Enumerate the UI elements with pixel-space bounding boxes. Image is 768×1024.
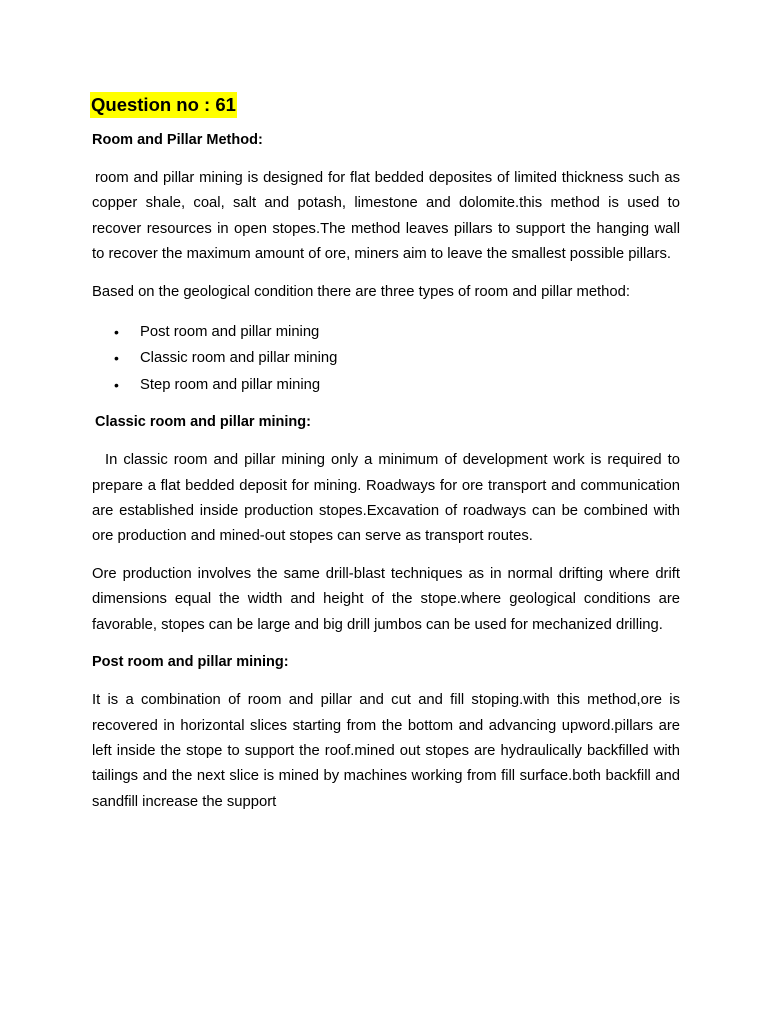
list-item: [114, 372, 680, 398]
bullet-icon: •: [114, 350, 119, 367]
paragraph-types-intro: Based on the geological condition there are three types of room and pillar method:: [92, 283, 630, 300]
list-item: [114, 345, 680, 371]
list-item-label: Classic room and pillar mining: [140, 350, 338, 367]
section-heading-post: Post room and pillar mining:: [92, 654, 289, 671]
paragraph-classic-2: Ore production involves the same drill-blast techniques as in normal drifting where drift dimensions equal the width and height of the stope.where geological conditions are favorable, stopes can be large and big drill jumbos can be used for mechanized drilling.: [92, 565, 680, 633]
list-item-label: Post room and pillar mining: [140, 324, 320, 341]
list-item-label: Step room and pillar mining: [140, 376, 321, 393]
bullet-icon: •: [114, 324, 119, 341]
list-item: [114, 319, 680, 345]
paragraph-post-1: It is a combination of room and pillar and cut and fill stoping.with this method,ore is recovered in horizontal slices starting from the bottom and advancing upword.pillars are left inside the stope to support the roof.mined out stopes are hydraulically backfilled with tailings and the next slice is mined by machines working from fill surface.both backfill and sandfill increase the support: [92, 692, 680, 810]
paragraph-room-and-pillar-intro: room and pillar mining is designed for flat bedded deposites of limited thickness such as copper shale, coal, salt and potash, limestone and dolomite.this method is used to recover resources in open stopes.The method leaves pillars to support the hanging wall to recover the maximum amount of ore, miners aim to leave the smallest possible pillars.: [92, 170, 680, 263]
section-heading-room-and-pillar: Room and Pillar Method:: [92, 132, 263, 148]
section-heading-classic: Classic room and pillar mining:: [95, 414, 311, 431]
bullet-icon: •: [114, 376, 119, 393]
question-title: Question no : 61: [90, 92, 237, 118]
paragraph-classic-1: In classic room and pillar mining only a minimum of development work is required to prepare a flat bedded deposit for mining. Roadways for ore transport and communication are established inside production stopes.Excavation of roadways can be combined with ore production and mined-out stopes can serve as transport routes.: [92, 452, 680, 545]
types-list: [92, 319, 680, 398]
